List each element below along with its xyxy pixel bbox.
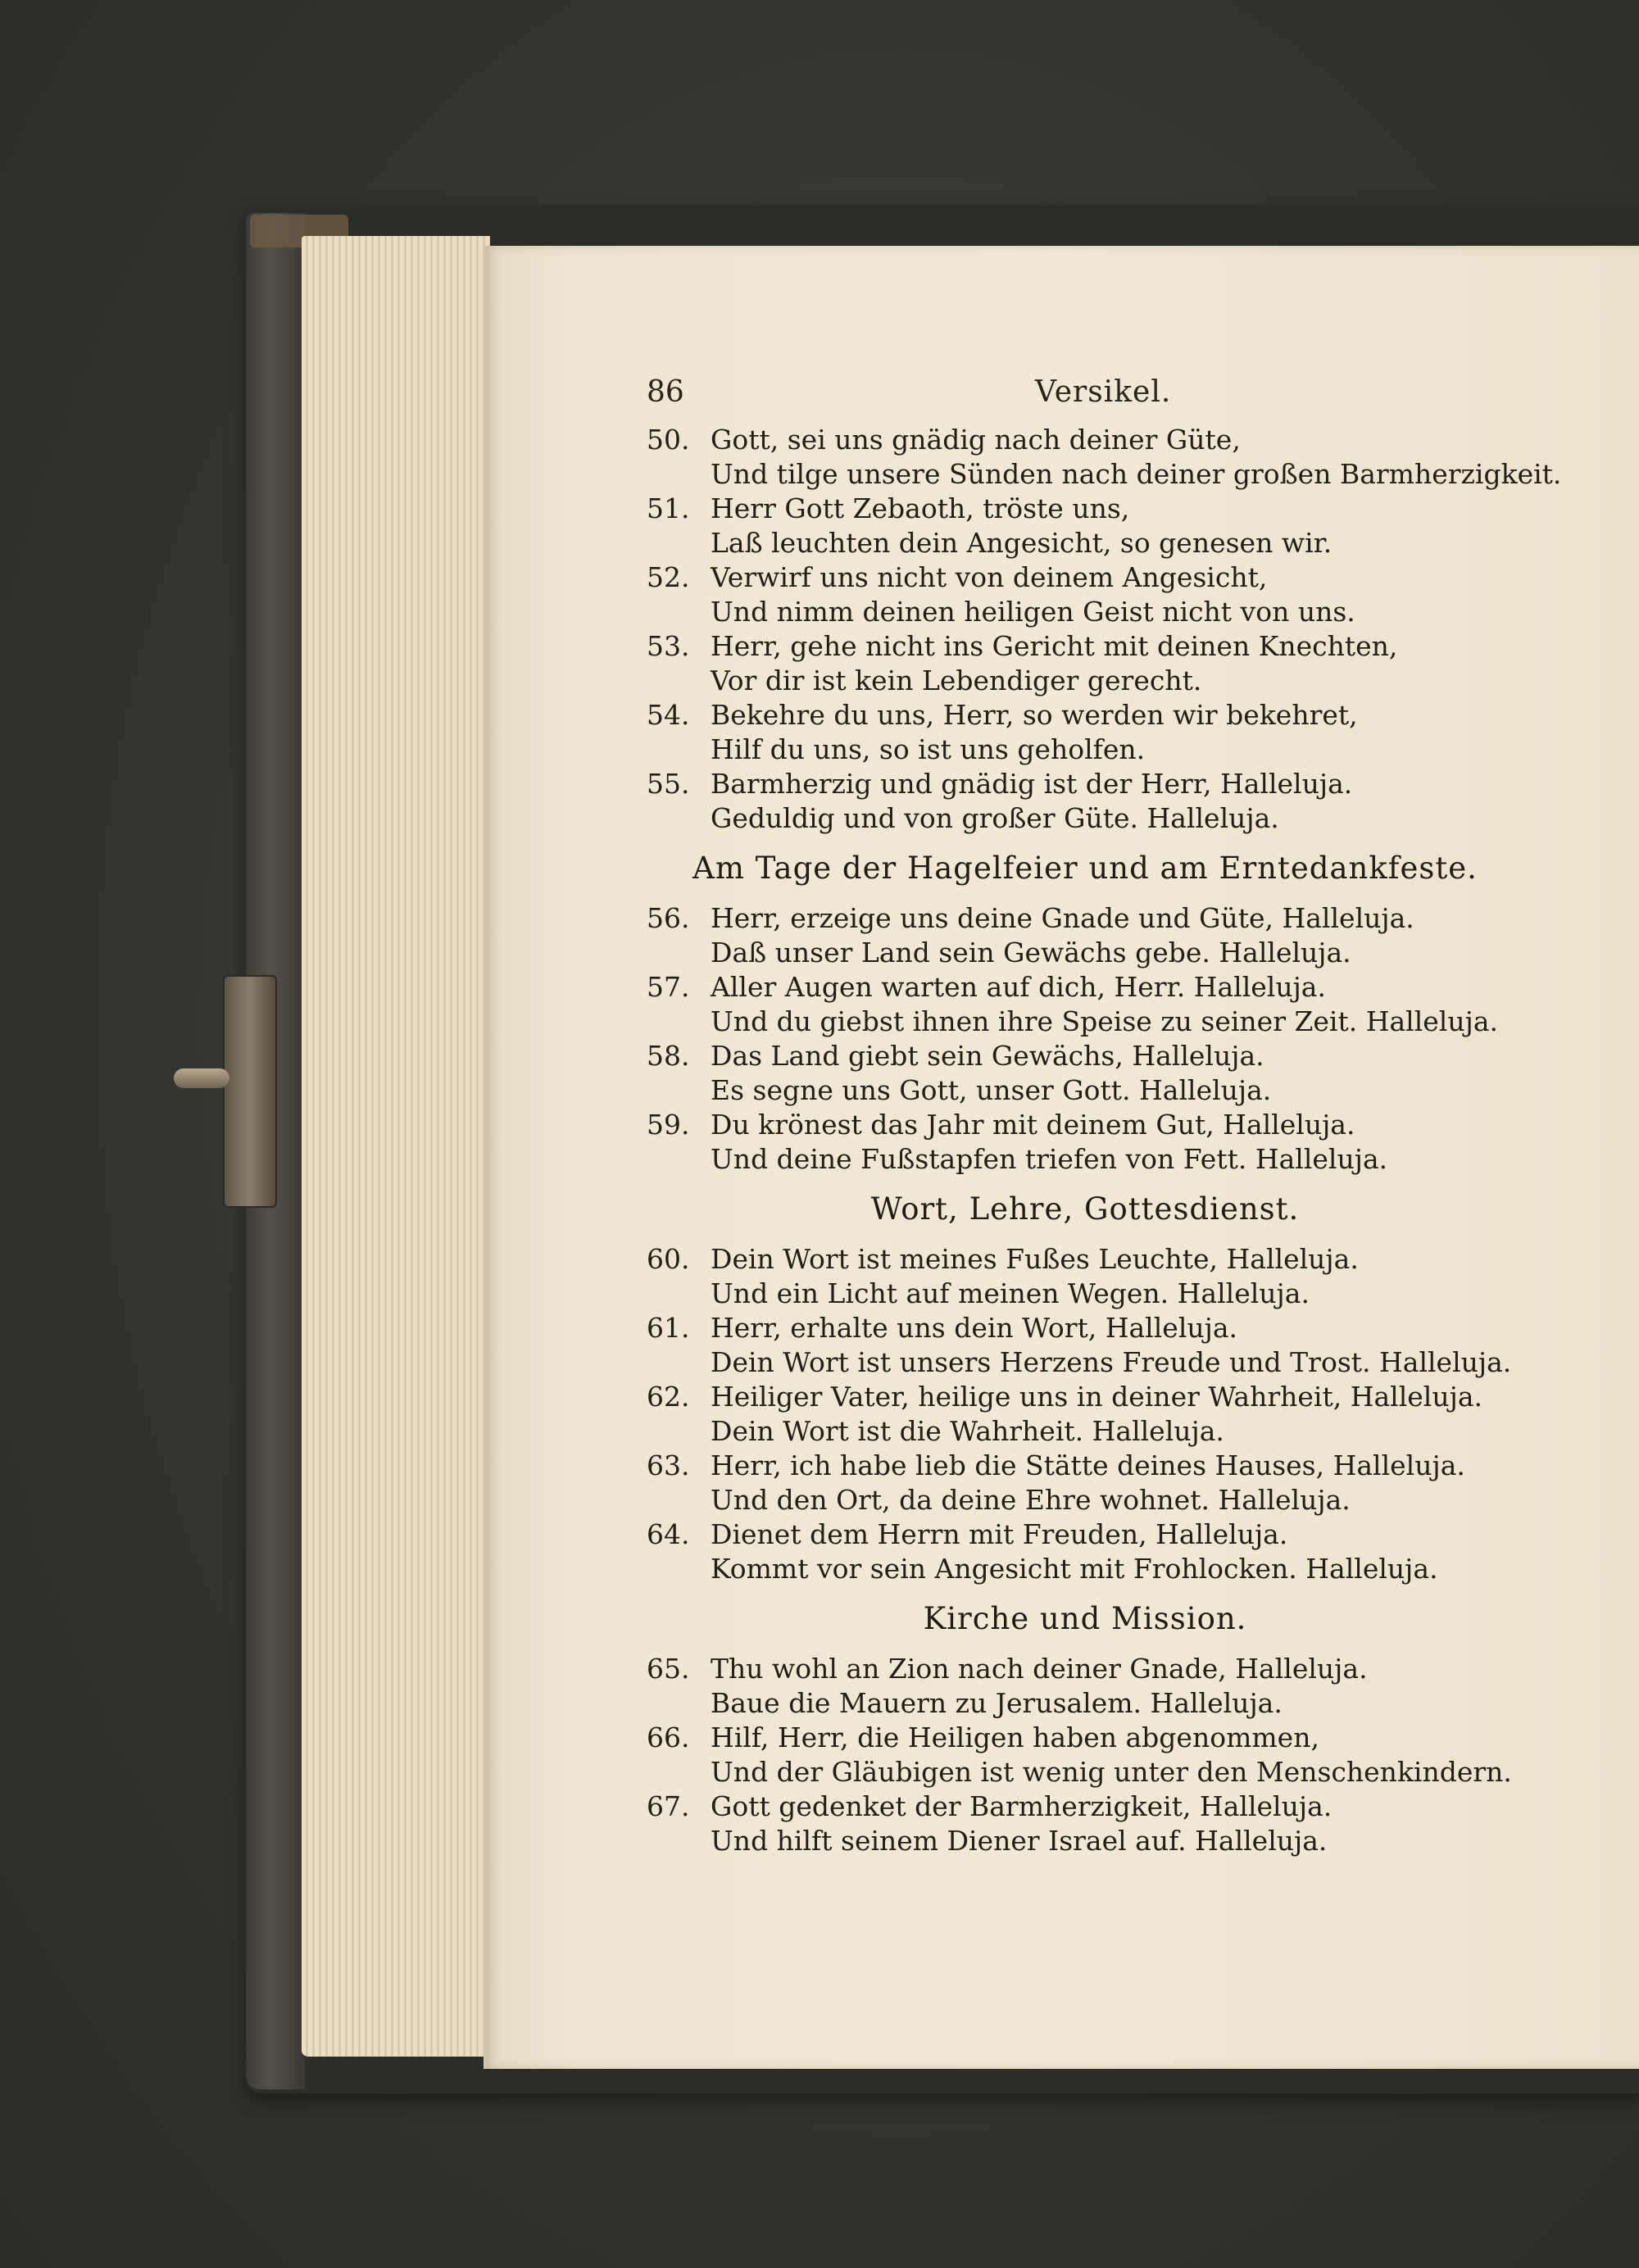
verse-line: Dein Wort ist unsers Herzens Freude und Trost. Halleluja. [711,1346,1512,1378]
verse [647,1652,1622,1721]
verse [647,1242,1622,1311]
verse [647,629,1622,698]
verse [647,1039,1622,1108]
verse-line: Laß leuchten dein Angesicht, so genesen wir. [711,527,1333,559]
page-number: 86 [647,375,684,409]
verse-line: Und tilge unsere Sünden nach deiner großen Barmherzigkeit. [711,458,1562,490]
verse-line: Hilf du uns, so ist uns geholfen. [711,733,1146,765]
verse [647,1311,1622,1380]
verse [647,1517,1622,1586]
verse-line: Barmherzig und gnädig ist der Herr, Halleluja. [711,768,1353,800]
verse-lines [711,1449,1622,1517]
verse-line: Es segne uns Gott, unser Gott. Halleluja. [711,1074,1272,1106]
verse-lines [711,1517,1622,1586]
book-page [484,246,1639,2069]
verse-line: Herr, gehe nicht ins Gericht mit deinen Knechten, [711,630,1398,662]
section-heading: Am Tage der Hagelfeier und am Erntedankfeste. [692,850,1478,886]
verse-number: 57. [647,971,690,1003]
verse-line: Herr, erhalte uns dein Wort, Halleluja. [711,1312,1238,1344]
page-header [486,375,1639,416]
verse-number: 59. [647,1109,690,1141]
verse-number: 63. [647,1449,690,1481]
clasp-pin-icon [174,1068,229,1088]
verse-line: Aller Augen warten auf dich, Herr. Halleluja. [711,971,1326,1003]
verse-line: Und ein Licht auf meinen Wegen. Halleluja. [711,1277,1310,1309]
verse-lines [711,560,1622,629]
verse-line: Vor dir ist kein Lebendiger gerecht. [711,665,1202,696]
verse-lines [711,1242,1622,1311]
running-title: Versikel. [1035,375,1172,409]
verse [647,560,1622,629]
verse [647,1721,1622,1789]
verse-lines [711,767,1622,836]
verse-lines [711,629,1622,698]
verse-number: 66. [647,1721,690,1753]
verse-line: Du krönest das Jahr mit deinem Gut, Halleluja. [711,1109,1355,1141]
verse [647,1449,1622,1517]
page-edges-stack [302,236,490,2057]
verse-lines [711,423,1622,492]
verse-lines [711,492,1622,560]
verse-line: Das Land giebt sein Gewächs, Halleluja. [711,1040,1264,1072]
verse-lines [711,1721,1622,1789]
verse-line: Hilf, Herr, die Heiligen haben abgenommen, [711,1721,1319,1753]
verse-lines [711,901,1622,970]
verse-line: Daß unser Land sein Gewächs gebe. Halleluja. [711,937,1351,968]
verse [647,492,1622,560]
verse-lines [711,1108,1622,1177]
verse-line: Dienet dem Herrn mit Freuden, Halleluja. [711,1518,1288,1550]
verse-line: Herr Gott Zebaoth, tröste uns, [711,492,1130,524]
page-content [647,423,1622,1858]
verse-line: Verwirf uns nicht von deinem Angesicht, [711,561,1268,593]
verse-line: Und der Gläubigen ist wenig unter den Menschenkindern. [711,1756,1512,1788]
verse-line: Kommt vor sein Angesicht mit Frohlocken. Halleluja. [711,1553,1438,1585]
verse-line: Dein Wort ist meines Fußes Leuchte, Halleluja. [711,1243,1359,1275]
verse [647,901,1622,970]
verse-number: 58. [647,1040,690,1072]
verse-line: Und deine Fußstapfen triefen von Fett. Halleluja. [711,1143,1388,1175]
verse [647,1789,1622,1858]
verse-lines [711,970,1622,1039]
verse-number: 51. [647,492,690,524]
verse-number: 53. [647,630,690,662]
verse-number: 64. [647,1518,690,1550]
verse [647,970,1622,1039]
verse-line: Und du giebst ihnen ihre Speise zu seiner Zeit. Halleluja. [711,1005,1499,1037]
verse-line: Herr, erzeige uns deine Gnade und Güte, Halleluja. [711,902,1414,934]
verse-line: Und hilft seinem Diener Israel auf. Halleluja. [711,1825,1328,1857]
verse-line: Geduldig und von großer Güte. Halleluja. [711,802,1279,834]
verse-line: Gott gedenket der Barmherzigkeit, Halleluja. [711,1790,1333,1822]
verse [647,698,1622,767]
verse [647,1108,1622,1177]
verse-line: Baue die Mauern zu Jerusalem. Halleluja. [711,1687,1283,1719]
verse-line: Und nimm deinen heiligen Geist nicht von uns. [711,596,1355,628]
verse-line: Heiliger Vater, heilige uns in deiner Wahrheit, Halleluja. [711,1381,1482,1413]
verse [647,423,1622,492]
verse-line: Bekehre du uns, Herr, so werden wir bekehret, [711,699,1358,731]
verse-number: 50. [647,424,690,456]
section-heading: Kirche und Mission. [923,1601,1247,1636]
section-heading: Wort, Lehre, Gottesdienst. [870,1191,1300,1227]
verse-line: Herr, ich habe lieb die Stätte deines Hauses, Halleluja. [711,1449,1465,1481]
verse-line: Thu wohl an Zion nach deiner Gnade, Halleluja. [711,1653,1368,1685]
verse-lines [711,1039,1622,1108]
verse-lines [711,1311,1622,1380]
verse-number: 65. [647,1653,690,1685]
verse-line: Und den Ort, da deine Ehre wohnet. Halleluja. [711,1484,1351,1516]
verse-number: 52. [647,561,690,593]
verse-number: 62. [647,1381,690,1413]
verse-number: 60. [647,1243,690,1275]
verse-number: 55. [647,768,690,800]
verse-lines [711,1652,1622,1721]
verse-lines [711,1789,1622,1858]
verse-line: Dein Wort ist die Wahrheit. Halleluja. [711,1415,1224,1447]
verse [647,1380,1622,1449]
verse-line: Gott, sei uns gnädig nach deiner Güte, [711,424,1241,456]
verse [647,767,1622,836]
verse-number: 54. [647,699,690,731]
verse-number: 67. [647,1790,690,1822]
verse-number: 61. [647,1312,690,1344]
clasp-icon [223,975,277,1208]
verse-number: 56. [647,902,690,934]
verse-lines [711,698,1622,767]
verse-lines [711,1380,1622,1449]
